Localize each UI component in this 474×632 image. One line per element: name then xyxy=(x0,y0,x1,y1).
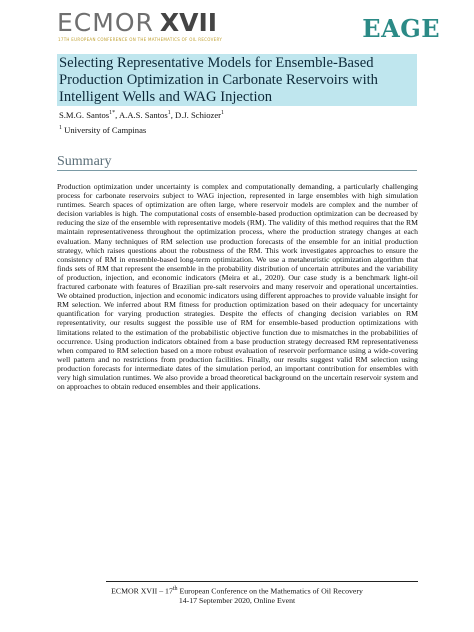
section-heading: Summary xyxy=(57,154,112,169)
author-sup: 1* xyxy=(109,110,116,117)
author-list: S.M.G. Santos$^{1*}$, A.A.S. Santos$^1$, D.J. Schiozer$^1$ xyxy=(59,110,225,120)
footer-dates: 14-17 September 2020, Online Event xyxy=(178,596,296,605)
author-name: A.A.S. Santos xyxy=(118,110,168,120)
affiliation-name: University of Campinas xyxy=(64,125,147,135)
author-name: D.J. Schiozer xyxy=(174,110,222,120)
affiliation-sup: 1 xyxy=(59,125,62,132)
footer-divider xyxy=(106,581,418,582)
summary-paragraph: Production optimization under uncertainty is complex and computationally demanding, a particularly challenging process for carbonate reservoirs subject to WAG injection, represented in large ensembles with high simulation runtimes. Search spaces of optimization are often large, where reservoir models are complex and the number of decision variables is high. The computational costs of ensemble-based production optimization can be decreased by reducing the size of the ensemble with representative models (RM). The validity of this method requires that the RM maintain representativeness throughout the optimization process, where the production strategy changes at each evaluation. Many techniques of RM selection use production forecasts of the ensemble for an initial production strategy, which raises questions about the robustness of the RM. This work investigates approaches to ensure the consistency of RM in ensemble-based long-term optimization. We use a metaheuristic optimization algorithm that finds sets of RM that represent the ensemble in the probability distribution of uncertain attributes and the variability of production, injection, and economic indicators (Meira et al., 2020). Our case study is a benchmark light-oil fractured carbonate with features of Brazilian pre-salt reservoirs and many reservoir and operational uncertainties. We obtained production, injection and economic indicators using different approaches to provide valuable insight for RM selection. We inferred about RM fitness for production optimization based on their adequacy for uncertainty quantification for varying production strategies. Despite the effects of changing decision variables on RM representativity, our results suggest the possible use of RM for ensemble-based production optimizations with limitations related to the estimation of the probabilistic objective function due to mismatches in the probabilities of occurrence. Using production indicators obtained from a base production strategy decreased RM representativeness when compared to RM selection based on a more robust evaluation of reservoir performance using a wide-covering well pattern and no restrictions from production facilities. Finally, our results suggest valid RM selection using production forecasts for intermediate dates of the simulation period, an important contribution for ensembles with very high simulation runtimes. We also provide a broad theoretical background on the uncertain reservoir system and on approaches to obtain reduced ensembles and their applications. xyxy=(57,182,418,392)
section-divider xyxy=(57,170,417,171)
ecmor-edition: XVII xyxy=(159,8,218,37)
ecmor-logo xyxy=(57,8,247,46)
author-sup: 1 xyxy=(167,110,171,117)
author-name: S.M.G. Santos xyxy=(59,110,110,120)
ecmor-tagline: 17TH EUROPEAN CONFERENCE ON THE MATHEMATICS OF OIL RECOVERY xyxy=(58,37,223,42)
paper-title: Selecting Representative Models for Ensemble-Based Production Optimization in Carbonate Reservoirs with Intelligent Wells and WAG Injection xyxy=(59,55,378,105)
footer-conference: ECMOR XVII – 17th European Conference on the Mathematics of Oil Recovery xyxy=(111,586,363,596)
eage-logo: EAGE xyxy=(362,14,440,43)
ecmor-wordmark: ECMOR xyxy=(57,8,154,37)
author-sup: 1 xyxy=(221,110,225,117)
affiliation xyxy=(59,125,146,135)
